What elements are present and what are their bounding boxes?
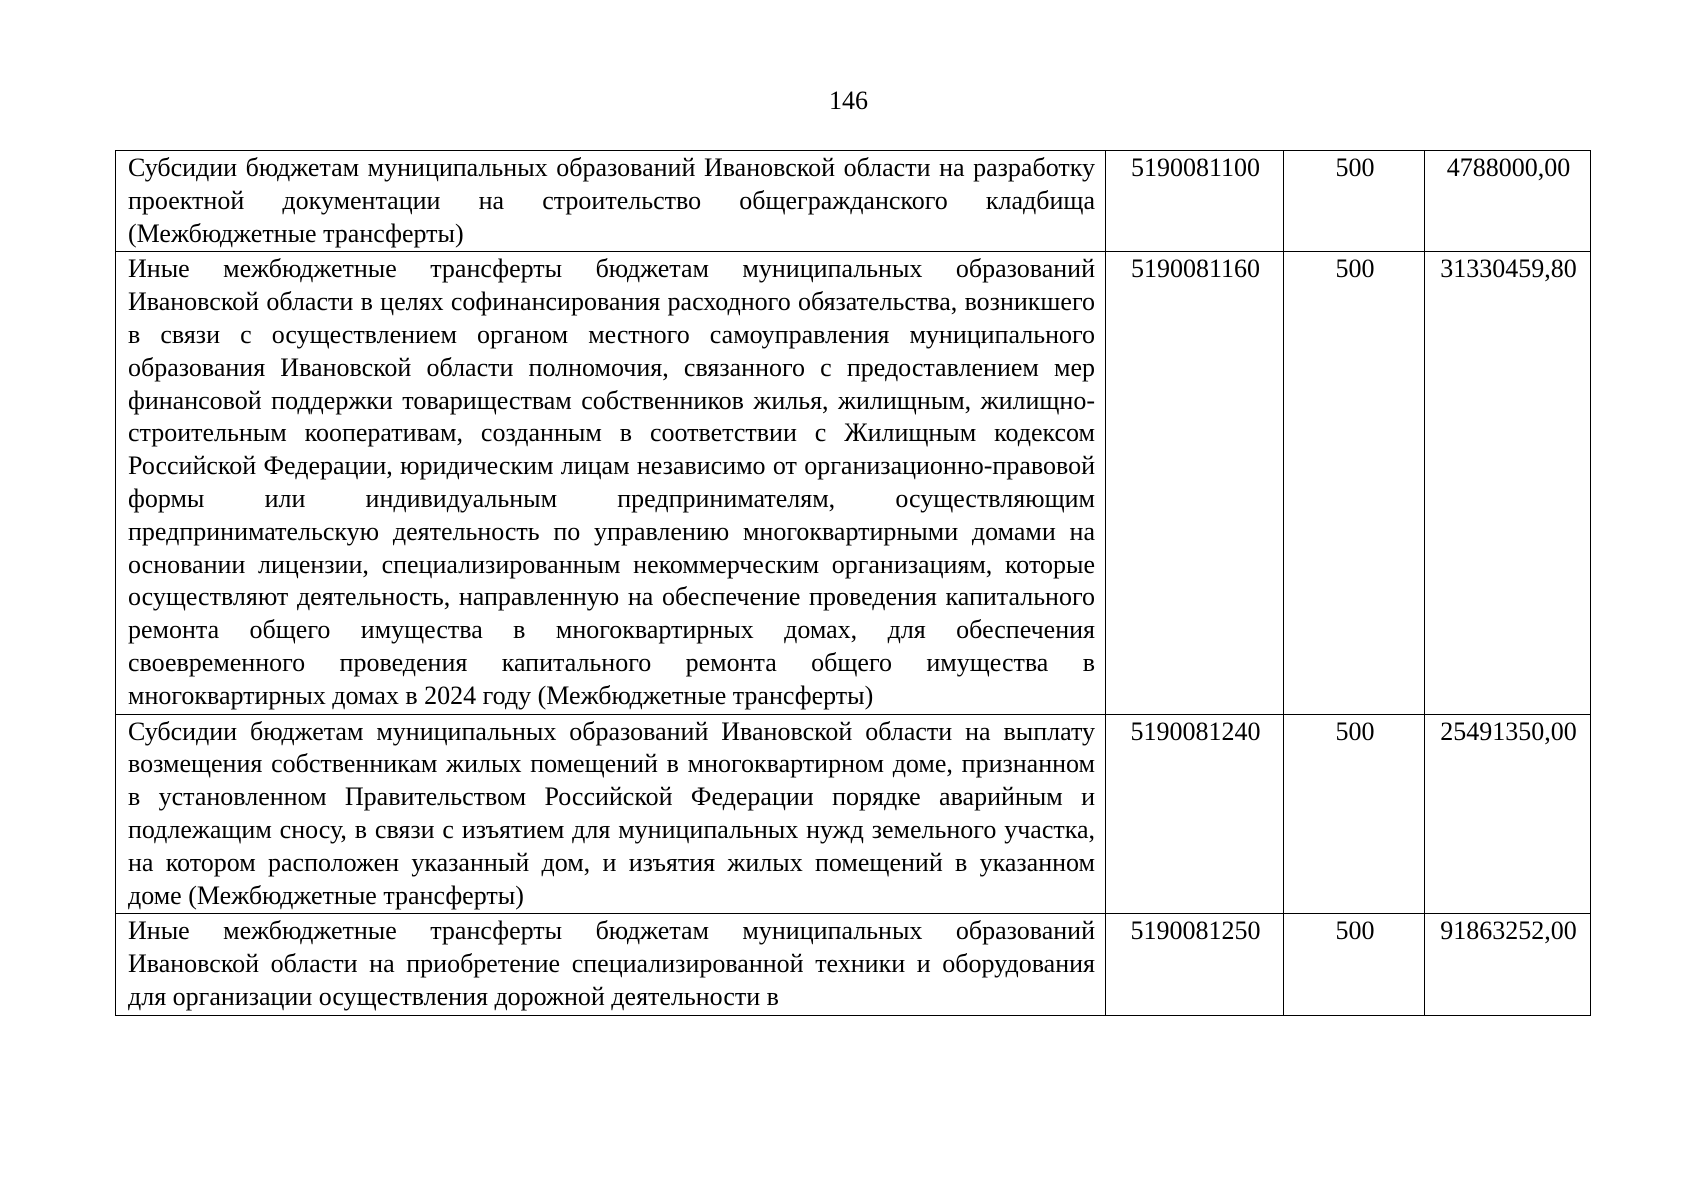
row-amount: 91863252,00 [1425,914,1591,1015]
row-description: Иные межбюджетные трансферты бюджетам муниципальных образований Ивановской области на приобретение специализированной техники и оборудования для организации осуществления дорожной деятельности в [116,914,1106,1015]
row-expense-type: 500 [1284,151,1425,252]
row-amount: 4788000,00 [1425,151,1591,252]
row-expense-type: 500 [1284,252,1425,714]
row-description: Субсидии бюджетам муниципальных образований Ивановской области на разработку проектной документации на строительство общегражданского кладбища (Межбюджетные трансферты) [116,151,1106,252]
page-number: 146 [829,86,868,115]
table-row [116,252,1591,714]
row-amount: 31330459,80 [1425,252,1591,714]
row-expense-type: 500 [1284,914,1425,1015]
row-description: Субсидии бюджетам муниципальных образований Ивановской области на выплату возмещения собственникам жилых помещений в многоквартирном доме, признанном в установленном Правительством Российской Федерации порядке аварийным и подлежащим сносу, в связи с изъятием для муниципальных нужд земельного участка, на котором расположен указанный дом, и изъятия жилых помещений в указанном доме (Межбюджетные трансферты) [116,714,1106,914]
row-description: Иные межбюджетные трансферты бюджетам муниципальных образований Ивановской области в целях софинансирования расходного обязательства, возникшего в связи с осуществлением органом местного самоуправления муниципального образования Ивановской области полномочия, связанного с предоставлением мер финансовой поддержки товариществам собственников жилья, жилищным, жилищно-строительным кооперативам, созданным в соответствии с Жилищным кодексом Российской Федерации, юридическим лицам независимо от организационно-правовой формы или индивидуальным предпринимателям, осуществляющим предпринимательскую деятельность по управлению многоквартирными домами на основании лицензии, специализированным некоммерческим организациям, которые осуществляют деятельность, направленную на обеспечение проведения капитального ремонта общего имущества в многоквартирных домах, для обеспечения своевременного проведения капитального ремонта общего имущества в многоквартирных домах в 2024 году (Межбюджетные трансферты) [116,252,1106,714]
table-row [116,914,1591,1015]
table-row [116,714,1591,914]
row-code: 5190081240 [1106,714,1284,914]
row-code: 5190081100 [1106,151,1284,252]
budget-table [115,150,1591,1016]
row-code: 5190081250 [1106,914,1284,1015]
row-code: 5190081160 [1106,252,1284,714]
row-amount: 25491350,00 [1425,714,1591,914]
row-expense-type: 500 [1284,714,1425,914]
table-row [116,151,1591,252]
